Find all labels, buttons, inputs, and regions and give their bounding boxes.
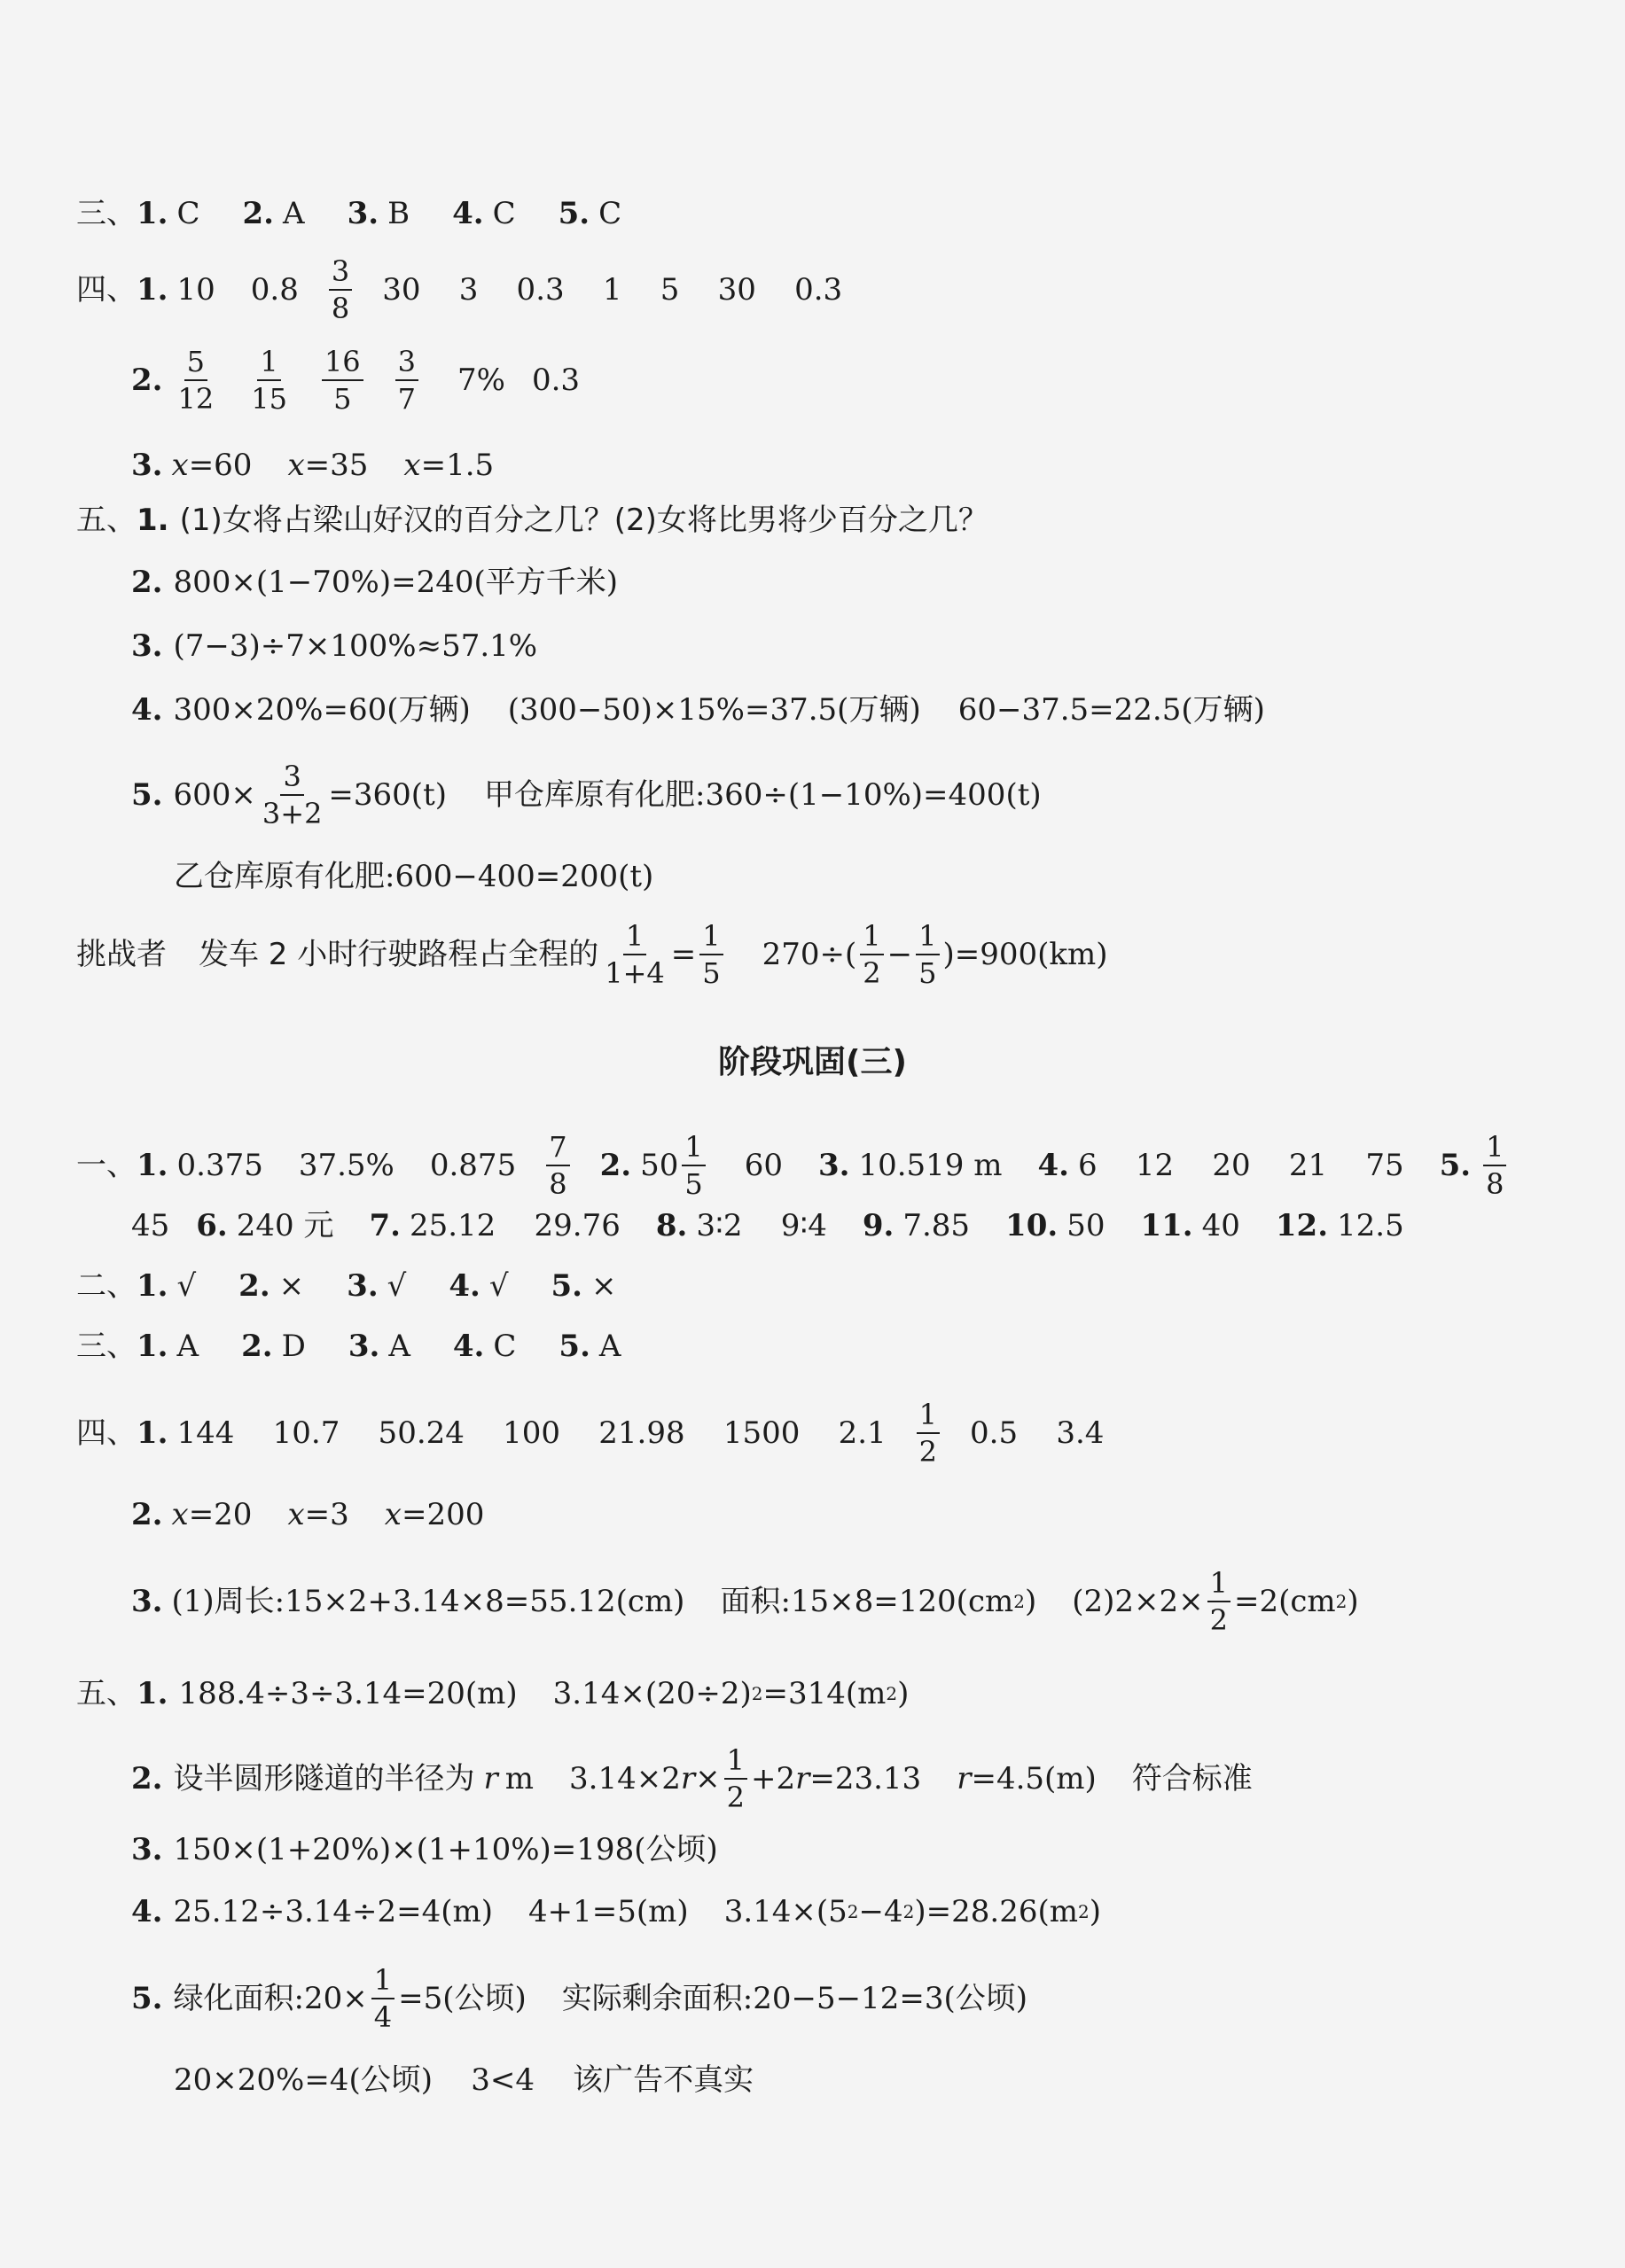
p2-s5-q5-line2 (174, 2062, 754, 2098)
answer: 发车 2 小时行驶路程占全程的 (199, 937, 599, 972)
fraction: $\frac{3}{8}$ (329, 257, 352, 323)
equals: = (670, 937, 697, 972)
answer: 188.4÷3÷3.14=20(m) (178, 1676, 518, 1711)
p2-s1-line2 (131, 1208, 1404, 1243)
fraction: $\frac{7}{8}$ (546, 1133, 569, 1198)
q-num: 3. (131, 1584, 163, 1619)
q-answer: B (387, 196, 410, 231)
s5-q4 (131, 692, 1265, 728)
p2-s5-q4 (131, 1894, 1101, 1929)
answer: =360(t) (328, 777, 447, 813)
answer: (300−50)×15%=37.5(万辆) (507, 692, 921, 728)
fraction: $\frac{3}{7}$ (395, 347, 418, 413)
answer: 绿化面积:20× (173, 1981, 368, 2016)
q-num: 3. (347, 1268, 379, 1304)
q-num: 4. (452, 196, 484, 231)
answer: =314(m (762, 1676, 887, 1711)
q-answer: √ (176, 1268, 197, 1304)
fraction: $\frac{1}{5}$ (699, 922, 723, 987)
variable: x (287, 1497, 305, 1532)
answer: 3.14×2 (569, 1761, 681, 1796)
answer: 12.5 (1337, 1208, 1404, 1243)
q-num: 5. (131, 777, 163, 813)
answer: 25.12÷3.14÷2=4(m) (173, 1894, 494, 1929)
section-label: 二、 (76, 1268, 137, 1304)
answer: =1.5 (420, 448, 495, 483)
q-num: 1. (137, 196, 168, 231)
section-heading: 阶段巩固(三) (718, 1044, 907, 1080)
q-num: 3. (131, 448, 163, 483)
q-num: 2. (241, 1329, 273, 1364)
fraction: $\frac{1}{2}$ (917, 1400, 940, 1466)
fraction: $\frac{1}{1+4}$ (605, 919, 665, 990)
answer: 150×(1+20%)×(1+10%)=198(公顷) (173, 1832, 718, 1867)
answer: ) (1024, 1584, 1037, 1619)
section-label: 三、 (76, 196, 137, 231)
variable: x (171, 448, 189, 483)
variable: x (403, 448, 421, 483)
q-num: 2. (131, 565, 163, 600)
section-label: 四、 (76, 1415, 137, 1451)
answer: 240 元 (236, 1208, 334, 1243)
answer: 3.14×(5 (723, 1894, 848, 1929)
p2-s5-q2 (131, 1743, 1253, 1814)
superscript: 2 (902, 1901, 915, 1922)
q-num: 5. (558, 196, 590, 231)
variable: r (680, 1761, 696, 1796)
q-num: 10. (1005, 1208, 1059, 1243)
q-answer: C (176, 196, 200, 231)
s4-q3 (131, 448, 495, 483)
q-answer: C (492, 196, 516, 231)
q-num: 4. (131, 692, 163, 728)
q-num: 4. (449, 1268, 480, 1304)
answer: 50 (1066, 1208, 1105, 1243)
answer: × (695, 1761, 721, 1796)
answer: 6 12 20 21 75 (1077, 1148, 1404, 1183)
answer: (2)2×2× (1072, 1584, 1204, 1619)
q-num: 1. (137, 1676, 168, 1711)
s3-line (76, 196, 622, 231)
p2-s5-q5 (131, 1963, 1027, 2034)
answer: 0.375 (176, 1148, 263, 1183)
q-num: 2. (238, 1268, 270, 1304)
answer: 144 10.7 50.24 100 21.98 1500 2.1 (176, 1415, 887, 1451)
answer: 60 (744, 1148, 783, 1183)
q-num: 3. (348, 1329, 380, 1364)
fraction: $\frac{5}{12}$ (177, 345, 215, 416)
answer: 800×(1−70%)=240(平方千米) (173, 565, 619, 600)
variable: r (957, 1761, 972, 1796)
answer: 面积:15×8=120(cm (720, 1584, 1014, 1619)
section-label: 一、 (76, 1148, 137, 1183)
answer: 3.14×(20÷2) (552, 1676, 752, 1711)
unit: m (504, 1761, 535, 1796)
q-num: 11. (1140, 1208, 1193, 1243)
p2-s2-line (76, 1268, 617, 1304)
answer: 10.519 m (858, 1148, 1003, 1183)
q-num: 5. (559, 1329, 590, 1364)
answer: )=28.26(m (914, 1894, 1078, 1929)
answer: 7% (457, 362, 505, 398)
superscript: 2 (847, 1901, 859, 1922)
answer: 设半圆形隧道的半径为 (173, 1761, 475, 1796)
q-num: 1. (137, 272, 168, 308)
answer: )=900(km) (942, 937, 1108, 972)
answer: =2(cm (1234, 1584, 1336, 1619)
answer: 乙仓库原有化肥:600−400=200(t) (174, 859, 654, 894)
q-num: 4. (1037, 1148, 1069, 1183)
superscript: 2 (886, 1683, 898, 1704)
q-answer: A (388, 1329, 410, 1364)
answer: 0.3 (531, 362, 581, 398)
variable: r (795, 1761, 810, 1796)
answer: −4 (858, 1894, 903, 1929)
q-answer: A (598, 1329, 621, 1364)
answer: 0.875 (429, 1148, 517, 1183)
q-num: 7. (369, 1208, 401, 1243)
fraction: $\frac{1}{5}$ (916, 922, 939, 987)
q-answer: C (598, 196, 622, 231)
section-label: 四、 (76, 272, 137, 308)
answer: (7−3)÷7×100%≈57.1% (173, 628, 538, 664)
p2-s4-q3 (131, 1566, 1359, 1637)
answer: 30 3 0.3 1 5 30 0.3 (382, 272, 843, 308)
q-answer: D (281, 1329, 306, 1364)
variable: x (171, 1497, 189, 1532)
section-label: 三、 (76, 1329, 137, 1364)
fraction: $\frac{1}{8}$ (1483, 1133, 1506, 1198)
p2-s1-line1 (76, 1130, 1510, 1201)
q-num: 5. (131, 1981, 163, 2016)
answer: 甲仓库原有化肥:360÷(1−10%)=400(t) (484, 777, 1042, 813)
q-answer: √ (488, 1268, 509, 1304)
answer: =3 (304, 1497, 349, 1532)
s5-q1 (76, 503, 988, 538)
answer: =23.13 (809, 1761, 922, 1796)
s4-q2 (131, 345, 581, 416)
fraction: $\frac{3}{3+2}$ (262, 760, 323, 830)
challenger-label: 挑战者 (76, 937, 167, 972)
fraction: $\frac{1}{2}$ (860, 922, 883, 987)
q-num: 4. (131, 1894, 163, 1929)
q-num: 1. (137, 1415, 168, 1451)
q-num: 3. (347, 196, 379, 231)
answer: 符合标准 (1131, 1761, 1253, 1796)
answer: 25.12 29.76 (409, 1208, 621, 1243)
superscript: 2 (1077, 1901, 1090, 1922)
q-num: 2. (131, 1497, 163, 1532)
answer: ) (897, 1676, 910, 1711)
answer: 20×20%=4(公顷) 3<4 该广告不真实 (174, 2062, 754, 2098)
q-num: 1. (137, 1268, 168, 1304)
answer: =4.5(m) (971, 1761, 1097, 1796)
fraction: $\frac{1}{5}$ (682, 1133, 705, 1198)
variable: r (483, 1761, 498, 1796)
q-answer: × (591, 1268, 617, 1304)
variable: x (287, 448, 305, 483)
answer: 37.5% (298, 1148, 395, 1183)
fraction: $\frac{16}{5}$ (322, 347, 363, 413)
answer: =200 (401, 1497, 485, 1532)
superscript: 2 (751, 1683, 763, 1704)
answer: ) (1089, 1894, 1101, 1929)
q-num: 3. (817, 1148, 850, 1183)
s5-q2 (131, 565, 619, 600)
s5-q5 (131, 762, 1042, 828)
answer: 10 (176, 272, 215, 308)
q-num: 3. (131, 1832, 163, 1867)
q-num: 1. (137, 1148, 168, 1183)
answer: 45 (131, 1208, 170, 1243)
q-num: 1. (137, 503, 169, 538)
challenger-line (76, 919, 1108, 990)
q-answer: A (283, 196, 305, 231)
fraction: $\frac{1}{15}$ (251, 345, 287, 416)
q-num: 1. (137, 1329, 168, 1364)
answer: 0.5 3.4 (970, 1415, 1105, 1451)
answer: 270÷( (762, 937, 857, 972)
answer: 4+1=5(m) (528, 1894, 689, 1929)
q-num: 3. (131, 628, 163, 664)
section-label: 五、 (76, 503, 137, 538)
answer: =20 (188, 1497, 253, 1532)
variable: x (384, 1497, 402, 1532)
superscript: 2 (1335, 1591, 1348, 1612)
answer: =35 (304, 448, 369, 483)
fraction: $\frac{1}{2}$ (724, 1746, 747, 1812)
section-label: 五、 (76, 1676, 137, 1711)
s4-q1 (76, 254, 843, 325)
answer: 60−37.5=22.5(万辆) (957, 692, 1265, 728)
answer: (1)周长:15×2+3.14×8=55.12(cm) (171, 1584, 685, 1619)
answer: 实际剩余面积:20−5−12=3(公顷) (561, 1981, 1027, 2016)
q-num: 9. (862, 1208, 895, 1243)
answer: 300×20%=60(万辆) (173, 692, 471, 728)
answer: 3∶2 9∶4 (696, 1208, 827, 1243)
q-num: 8. (655, 1208, 688, 1243)
q-answer: C (493, 1329, 517, 1364)
answer: 0.8 (250, 272, 299, 308)
q-num: 5. (1439, 1148, 1472, 1183)
q-num: 6. (196, 1208, 228, 1243)
p2-s3-line (76, 1329, 621, 1364)
q-num: 2. (242, 196, 275, 231)
answer: ) (1347, 1584, 1359, 1619)
answer: 7.85 (902, 1208, 971, 1243)
answer: 600× (173, 777, 256, 813)
q-answer: √ (387, 1268, 407, 1304)
minus: − (887, 937, 913, 972)
answer: 50 (640, 1148, 679, 1183)
s5-q5-line2 (174, 861, 653, 892)
p2-s5-q1 (76, 1676, 910, 1711)
p2-s4-q1 (76, 1398, 1105, 1469)
q-num: 5. (551, 1268, 583, 1304)
answer: (1)女将占梁山好汉的百分之几？(2)女将比男将少百分之几？ (179, 503, 988, 538)
p2-s4-q2 (131, 1497, 485, 1532)
answer: +2 (750, 1761, 796, 1796)
q-answer: A (176, 1329, 199, 1364)
q-num: 12. (1275, 1208, 1329, 1243)
p2-s5-q3 (131, 1832, 718, 1867)
fraction: $\frac{1}{4}$ (371, 1966, 395, 2031)
q-num: 2. (131, 1761, 163, 1796)
answer: =60 (188, 448, 253, 483)
answer: 40 (1201, 1208, 1240, 1243)
q-num: 2. (131, 362, 163, 398)
q-num: 2. (599, 1148, 632, 1183)
q-num: 4. (452, 1329, 485, 1364)
s5-q3 (131, 628, 538, 664)
answer: =5(公顷) (398, 1981, 527, 2016)
fraction: $\frac{1}{2}$ (1207, 1569, 1230, 1634)
q-answer: × (278, 1268, 305, 1304)
superscript: 2 (1013, 1591, 1025, 1612)
